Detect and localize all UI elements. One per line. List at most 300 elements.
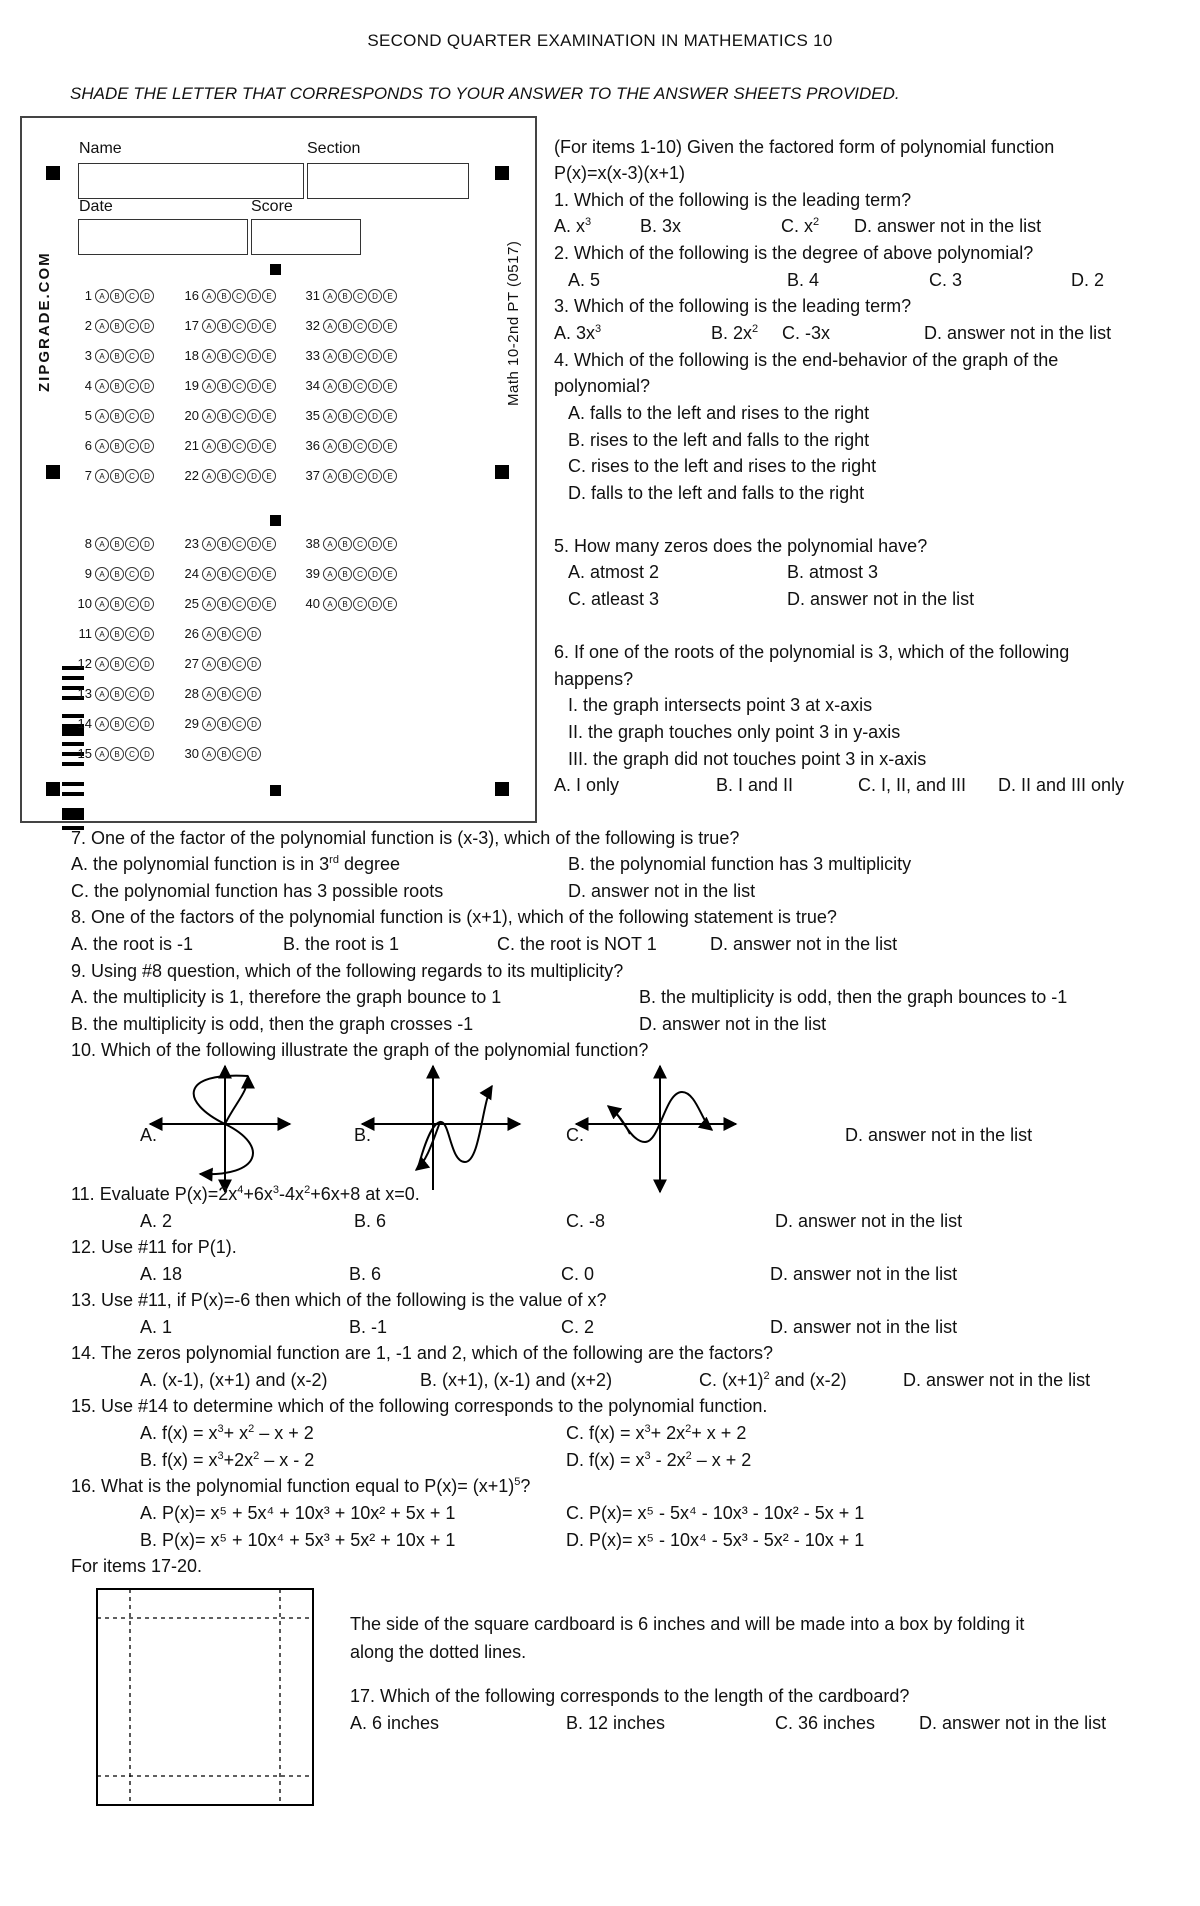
answer-bubble-5-a[interactable]: A [95, 409, 109, 423]
answer-bubble-11-b[interactable]: B [110, 627, 124, 641]
answer-bubble-18-d[interactable]: D [247, 349, 261, 363]
answer-bubble-16-d[interactable]: D [247, 289, 261, 303]
answer-bubble-38-c[interactable]: C [353, 537, 367, 551]
answer-bubble-19-a[interactable]: A [202, 379, 216, 393]
question-13: 13. Use #11, if P(x)=-6 then which of the following is the value of x? [71, 1290, 607, 1310]
answer-bubble-11-a[interactable]: A [95, 627, 109, 641]
q2-option-b[interactable]: B. 4 [787, 270, 820, 290]
answer-row-15 [72, 746, 155, 761]
answer-bubble-5-d[interactable]: D [140, 409, 154, 423]
answer-bubble-21-b[interactable]: B [217, 439, 231, 453]
answer-bubble-27-d[interactable]: D [247, 657, 261, 671]
answer-bubble-9-a[interactable]: A [95, 567, 109, 581]
item-number: 34 [305, 378, 320, 393]
answer-bubble-23-b[interactable]: B [217, 537, 231, 551]
item-number: 10 [77, 596, 92, 611]
answer-bubble-3-a[interactable]: A [95, 349, 109, 363]
answer-bubble-31-c[interactable]: C [353, 289, 367, 303]
answer-bubble-4-d[interactable]: D [140, 379, 154, 393]
answer-bubble-29-a[interactable]: A [202, 717, 216, 731]
q15-option-a[interactable]: A. $f(x) = x^3+ x^2 - x + 2$ [140, 1423, 314, 1443]
q7-option-c[interactable]: C. the polynomial function has 3 possible roots [71, 881, 444, 901]
answer-bubble-20-a[interactable]: A [202, 409, 216, 423]
answer-bubble-11-d[interactable]: D [140, 627, 154, 641]
answer-bubble-15-c[interactable]: C [125, 747, 139, 761]
answer-bubble-10-c[interactable]: C [125, 597, 139, 611]
answer-row-10 [72, 596, 155, 611]
question-16: 16. What is the polynomial function equal to $P(x)= (x+1)^5$? [71, 1476, 531, 1496]
q6-option-c[interactable]: C. I, II, and III [858, 775, 967, 795]
answer-bubble-30-d[interactable]: D [247, 747, 261, 761]
answer-bubble-22-c[interactable]: C [232, 469, 246, 483]
q10-option-b[interactable]: B. [354, 1125, 372, 1145]
answer-row-14 [72, 716, 155, 731]
q1-option-d[interactable]: D. answer not in the list [854, 216, 1042, 236]
answer-bubble-33-b[interactable]: B [338, 349, 352, 363]
answer-bubble-19-b[interactable]: B [217, 379, 231, 393]
answer-bubble-35-a[interactable]: A [323, 409, 337, 423]
answer-bubble-12-a[interactable]: A [95, 657, 109, 671]
answer-bubble-14-c[interactable]: C [125, 717, 139, 731]
answer-bubble-39-b[interactable]: B [338, 567, 352, 581]
answer-bubble-18-c[interactable]: C [232, 349, 246, 363]
q5-option-a[interactable]: A. atmost 2 [568, 562, 660, 582]
q9-option-b[interactable]: B. the multiplicity is odd, then the graph bounces to -1 [639, 987, 1068, 1007]
answer-bubble-28-b[interactable]: B [217, 687, 231, 701]
item-number: 28 [184, 686, 199, 701]
answer-bubble-8-d[interactable]: D [140, 537, 154, 551]
q1-option-a[interactable]: A. $x^3$ [554, 216, 592, 236]
q11-option-c[interactable]: C. -8 [566, 1211, 606, 1231]
answer-bubble-37-c[interactable]: C [353, 469, 367, 483]
answer-bubble-4-b[interactable]: B [110, 379, 124, 393]
item-number: 18 [184, 348, 199, 363]
q16-option-c[interactable]: C. P(x)= x⁵ - 5x⁴ - 10x³ - 10x² - 5x + 1 [566, 1503, 865, 1523]
question-10: 10. Which of the following illustrate the graph of the polynomial function? [71, 1040, 649, 1060]
date-field[interactable] [78, 219, 248, 255]
q9-option-c[interactable]: B. the multiplicity is odd, then the graph crosses -1 [71, 1014, 474, 1034]
answer-bubble-33-d[interactable]: D [368, 349, 382, 363]
answer-bubble-11-c[interactable]: C [125, 627, 139, 641]
answer-bubble-34-e[interactable]: E [383, 379, 397, 393]
answer-bubble-35-d[interactable]: D [368, 409, 382, 423]
answer-bubble-24-a[interactable]: A [202, 567, 216, 581]
answer-bubble-28-a[interactable]: A [202, 687, 216, 701]
answer-bubble-20-d[interactable]: D [247, 409, 261, 423]
q5-option-c[interactable]: C. atleast 3 [568, 589, 660, 609]
answer-bubble-9-b[interactable]: B [110, 567, 124, 581]
answer-bubble-38-a[interactable]: A [323, 537, 337, 551]
answer-bubble-25-e[interactable]: E [262, 597, 276, 611]
q7-option-a[interactable]: A. the polynomial function is in 3rd degree [71, 854, 400, 874]
answer-bubble-36-b[interactable]: B [338, 439, 352, 453]
answer-bubble-19-d[interactable]: D [247, 379, 261, 393]
answer-bubble-28-d[interactable]: D [247, 687, 261, 701]
answer-bubble-1-a[interactable]: A [95, 289, 109, 303]
q17-option-d[interactable]: D. answer not in the list [919, 1713, 1107, 1733]
answer-bubble-9-d[interactable]: D [140, 567, 154, 581]
answer-bubble-34-a[interactable]: A [323, 379, 337, 393]
q12-option-b[interactable]: B. 6 [349, 1264, 382, 1284]
q4-option-a[interactable]: A. falls to the left and rises to the right [568, 403, 870, 423]
item-number: 38 [305, 536, 320, 551]
answer-bubble-24-c[interactable]: C [232, 567, 246, 581]
name-label: Name [79, 140, 122, 157]
q7-option-b[interactable]: B. the polynomial function has 3 multiplicity [568, 854, 912, 874]
answer-bubble-22-d[interactable]: D [247, 469, 261, 483]
answer-bubble-33-e[interactable]: E [383, 349, 397, 363]
answer-bubble-22-b[interactable]: B [217, 469, 231, 483]
answer-bubble-12-d[interactable]: D [140, 657, 154, 671]
q10-option-d[interactable]: D. answer not in the list [845, 1125, 1033, 1145]
answer-bubble-30-a[interactable]: A [202, 747, 216, 761]
q2-option-d[interactable]: D. 2 [1071, 270, 1105, 290]
answer-bubble-33-a[interactable]: A [323, 349, 337, 363]
answer-bubble-19-e[interactable]: E [262, 379, 276, 393]
registration-mark [46, 465, 60, 479]
answer-row-2 [72, 318, 155, 333]
answer-bubble-26-c[interactable]: C [232, 627, 246, 641]
answer-bubble-21-d[interactable]: D [247, 439, 261, 453]
answer-bubble-32-b[interactable]: B [338, 319, 352, 333]
name-field[interactable] [78, 163, 304, 199]
section-field[interactable] [307, 163, 469, 199]
answer-bubble-18-b[interactable]: B [217, 349, 231, 363]
score-field[interactable] [251, 219, 361, 255]
answer-bubble-15-d[interactable]: D [140, 747, 154, 761]
answer-bubble-15-a[interactable]: A [95, 747, 109, 761]
answer-bubble-4-c[interactable]: C [125, 379, 139, 393]
timing-mark [270, 515, 281, 526]
answer-bubble-27-b[interactable]: B [217, 657, 231, 671]
answer-bubble-25-c[interactable]: C [232, 597, 246, 611]
q17-option-a[interactable]: A. 6 inches [350, 1713, 440, 1733]
answer-bubble-20-b[interactable]: B [217, 409, 231, 423]
answer-bubble-13-a[interactable]: A [95, 687, 109, 701]
answer-bubble-23-c[interactable]: C [232, 537, 246, 551]
answer-bubble-40-b[interactable]: B [338, 597, 352, 611]
answer-bubble-37-b[interactable]: B [338, 469, 352, 483]
answer-bubble-32-a[interactable]: A [323, 319, 337, 333]
answer-bubble-5-b[interactable]: B [110, 409, 124, 423]
answer-bubble-12-c[interactable]: C [125, 657, 139, 671]
answer-bubble-10-d[interactable]: D [140, 597, 154, 611]
answer-bubble-1-b[interactable]: B [110, 289, 124, 303]
q14-option-b[interactable]: B. (x+1), (x-1) and (x+2) [420, 1370, 613, 1390]
answer-bubble-4-a[interactable]: A [95, 379, 109, 393]
answer-bubble-39-a[interactable]: A [323, 567, 337, 581]
answer-bubble-24-d[interactable]: D [247, 567, 261, 581]
graph-b[interactable] [362, 1066, 520, 1190]
answer-bubble-20-c[interactable]: C [232, 409, 246, 423]
answer-bubble-30-b[interactable]: B [217, 747, 231, 761]
answer-bubble-39-e[interactable]: E [383, 567, 397, 581]
question-2: 2. Which of the following is the degree of above polynomial? [554, 243, 1034, 263]
answer-bubble-39-d[interactable]: D [368, 567, 382, 581]
answer-bubble-27-c[interactable]: C [232, 657, 246, 671]
item-number: 17 [184, 318, 199, 333]
q14-option-c[interactable]: C. $(x+1)^2$ and (x-2) [699, 1370, 847, 1390]
item-number: 7 [84, 468, 92, 483]
answer-bubble-22-a[interactable]: A [202, 469, 216, 483]
answer-bubble-32-c[interactable]: C [353, 319, 367, 333]
answer-bubble-13-d[interactable]: D [140, 687, 154, 701]
q15-option-c[interactable]: C. $f(x) = x^3+ 2x^2+ x + 2$ [566, 1423, 747, 1443]
answer-bubble-14-a[interactable]: A [95, 717, 109, 731]
answer-bubble-36-d[interactable]: D [368, 439, 382, 453]
q3-option-b[interactable]: B. $2x^2$ [711, 323, 759, 343]
q17-option-b[interactable]: B. 12 inches [566, 1713, 666, 1733]
answer-bubble-40-d[interactable]: D [368, 597, 382, 611]
answer-bubble-20-e[interactable]: E [262, 409, 276, 423]
q13-option-c[interactable]: C. 2 [561, 1317, 595, 1337]
graph-c[interactable] [576, 1066, 736, 1192]
answer-bubble-37-e[interactable]: E [383, 469, 397, 483]
answer-row-5 [72, 408, 155, 423]
answer-bubble-23-d[interactable]: D [247, 537, 261, 551]
answer-bubble-24-b[interactable]: B [217, 567, 231, 581]
q8-option-c[interactable]: C. the root is NOT 1 [497, 934, 657, 954]
answer-row-6 [72, 438, 155, 453]
q10-option-a[interactable]: A. [140, 1125, 158, 1145]
answer-bubble-7-d[interactable]: D [140, 469, 154, 483]
registration-mark [495, 782, 509, 796]
q9-option-d[interactable]: D. answer not in the list [639, 1014, 827, 1034]
answer-bubble-25-b[interactable]: B [217, 597, 231, 611]
q13-option-b[interactable]: B. -1 [349, 1317, 388, 1337]
answer-bubble-16-b[interactable]: B [217, 289, 231, 303]
timing-mark [270, 264, 281, 275]
q8-option-a[interactable]: A. the root is -1 [71, 934, 194, 954]
answer-bubble-3-c[interactable]: C [125, 349, 139, 363]
answer-bubble-35-b[interactable]: B [338, 409, 352, 423]
answer-bubble-21-e[interactable]: E [262, 439, 276, 453]
answer-bubble-34-d[interactable]: D [368, 379, 382, 393]
answer-bubble-18-e[interactable]: E [262, 349, 276, 363]
answer-bubble-17-e[interactable]: E [262, 319, 276, 333]
answer-bubble-6-c[interactable]: C [125, 439, 139, 453]
answer-bubble-10-a[interactable]: A [95, 597, 109, 611]
item-number: 39 [305, 566, 320, 581]
q14-option-a[interactable]: A. (x-1), (x+1) and (x-2) [140, 1370, 328, 1390]
answer-bubble-23-e[interactable]: E [262, 537, 276, 551]
q1-option-c[interactable]: C. $x^2$ [781, 216, 820, 236]
answer-bubble-7-b[interactable]: B [110, 469, 124, 483]
answer-bubble-16-c[interactable]: C [232, 289, 246, 303]
answer-bubble-31-a[interactable]: A [323, 289, 337, 303]
q3-option-c[interactable]: C. -3x [782, 323, 831, 343]
answer-bubble-14-d[interactable]: D [140, 717, 154, 731]
answer-row-22 [179, 468, 277, 483]
answer-bubble-7-c[interactable]: C [125, 469, 139, 483]
answer-bubble-6-a[interactable]: A [95, 439, 109, 453]
q9-option-a[interactable]: A. the multiplicity is 1, therefore the graph bounce to 1 [71, 987, 502, 1007]
answer-bubble-15-b[interactable]: B [110, 747, 124, 761]
answer-bubble-36-a[interactable]: A [323, 439, 337, 453]
answer-bubble-32-d[interactable]: D [368, 319, 382, 333]
items-17-20-label: For items 17-20. [71, 1556, 203, 1576]
answer-bubble-22-e[interactable]: E [262, 469, 276, 483]
answer-row-36 [300, 438, 398, 453]
answer-row-4 [72, 378, 155, 393]
answer-row-31 [300, 288, 398, 303]
answer-bubble-5-c[interactable]: C [125, 409, 139, 423]
answer-bubble-3-b[interactable]: B [110, 349, 124, 363]
answer-bubble-3-d[interactable]: D [140, 349, 154, 363]
answer-bubble-40-e[interactable]: E [383, 597, 397, 611]
answer-bubble-21-c[interactable]: C [232, 439, 246, 453]
answer-row-21 [179, 438, 277, 453]
q7-option-d[interactable]: D. answer not in the list [568, 881, 756, 901]
answer-bubble-17-c[interactable]: C [232, 319, 246, 333]
answer-bubble-2-b[interactable]: B [110, 319, 124, 333]
item-number: 27 [184, 656, 199, 671]
answer-bubble-26-b[interactable]: B [217, 627, 231, 641]
answer-bubble-2-c[interactable]: C [125, 319, 139, 333]
answer-bubble-16-e[interactable]: E [262, 289, 276, 303]
q6-option-d[interactable]: D. II and III only [998, 775, 1125, 795]
q3-option-d[interactable]: D. answer not in the list [924, 323, 1112, 343]
answer-bubble-31-e[interactable]: E [383, 289, 397, 303]
question-15: 15. Use #14 to determine which of the following corresponds to the polynomial function. [71, 1396, 768, 1416]
answer-bubble-18-a[interactable]: A [202, 349, 216, 363]
answer-bubble-40-c[interactable]: C [353, 597, 367, 611]
answer-bubble-26-a[interactable]: A [202, 627, 216, 641]
answer-bubble-32-e[interactable]: E [383, 319, 397, 333]
answer-bubble-21-a[interactable]: A [202, 439, 216, 453]
q3-option-a[interactable]: A. $3x^3$ [554, 323, 602, 343]
item-number: 31 [305, 288, 320, 303]
answer-bubble-17-a[interactable]: A [202, 319, 216, 333]
answer-bubble-6-b[interactable]: B [110, 439, 124, 453]
q6-option-b[interactable]: B. I and II [716, 775, 794, 795]
answer-bubble-31-d[interactable]: D [368, 289, 382, 303]
answer-bubble-29-b[interactable]: B [217, 717, 231, 731]
answer-bubble-17-d[interactable]: D [247, 319, 261, 333]
answer-bubble-29-d[interactable]: D [247, 717, 261, 731]
answer-row-3 [72, 348, 155, 363]
q8-option-b[interactable]: B. the root is 1 [283, 934, 400, 954]
answer-bubble-12-b[interactable]: B [110, 657, 124, 671]
q15-option-d[interactable]: D. $f(x) = x^3 - 2x^2 - x + 2$ [566, 1450, 752, 1470]
answer-bubble-25-d[interactable]: D [247, 597, 261, 611]
answer-bubble-30-c[interactable]: C [232, 747, 246, 761]
answer-bubble-27-a[interactable]: A [202, 657, 216, 671]
answer-bubble-40-a[interactable]: A [323, 597, 337, 611]
answer-bubble-13-c[interactable]: C [125, 687, 139, 701]
answer-bubble-9-c[interactable]: C [125, 567, 139, 581]
q8-option-d[interactable]: D. answer not in the list [710, 934, 898, 954]
question-6: 6. If one of the roots of the polynomial is 3, which of the following [554, 642, 1070, 662]
question-17: 17. Which of the following corresponds to the length of the cardboard? [350, 1686, 910, 1706]
answer-bubble-10-b[interactable]: B [110, 597, 124, 611]
answer-bubble-16-a[interactable]: A [202, 289, 216, 303]
answer-bubble-35-e[interactable]: E [383, 409, 397, 423]
answer-bubble-37-d[interactable]: D [368, 469, 382, 483]
q2-option-a[interactable]: A. 5 [568, 270, 601, 290]
answer-row-25 [179, 596, 277, 611]
answer-bubble-38-b[interactable]: B [338, 537, 352, 551]
answer-bubble-29-c[interactable]: C [232, 717, 246, 731]
answer-bubble-8-a[interactable]: A [95, 537, 109, 551]
answer-bubble-6-d[interactable]: D [140, 439, 154, 453]
q12-option-a[interactable]: A. 18 [140, 1264, 183, 1284]
item-number: 12 [77, 656, 92, 671]
answer-bubble-38-e[interactable]: E [383, 537, 397, 551]
answer-bubble-36-e[interactable]: E [383, 439, 397, 453]
q13-option-d[interactable]: D. answer not in the list [770, 1317, 958, 1337]
q16-option-a[interactable]: A. P(x)= x⁵ + 5x⁴ + 10x³ + 10x² + 5x + 1 [140, 1503, 456, 1523]
answer-bubble-23-a[interactable]: A [202, 537, 216, 551]
answer-bubble-37-a[interactable]: A [323, 469, 337, 483]
answer-bubble-34-b[interactable]: B [338, 379, 352, 393]
answer-bubble-33-c[interactable]: C [353, 349, 367, 363]
answer-bubble-31-b[interactable]: B [338, 289, 352, 303]
answer-bubble-28-c[interactable]: C [232, 687, 246, 701]
item-number: 30 [184, 746, 199, 761]
registration-mark [46, 782, 60, 796]
answer-bubble-8-c[interactable]: C [125, 537, 139, 551]
answer-bubble-38-d[interactable]: D [368, 537, 382, 551]
answer-bubble-1-c[interactable]: C [125, 289, 139, 303]
q14-option-d[interactable]: D. answer not in the list [903, 1370, 1091, 1390]
answer-bubble-19-c[interactable]: C [232, 379, 246, 393]
q1-option-b[interactable]: B. 3x [640, 216, 682, 236]
q4-option-b[interactable]: B. rises to the left and falls to the right [568, 430, 870, 450]
q12-option-c[interactable]: C. 0 [561, 1264, 595, 1284]
q2-option-c[interactable]: C. 3 [929, 270, 963, 290]
q12-option-d[interactable]: D. answer not in the list [770, 1264, 958, 1284]
answer-bubble-39-c[interactable]: C [353, 567, 367, 581]
answer-row-23 [179, 536, 277, 551]
answer-bubble-25-a[interactable]: A [202, 597, 216, 611]
q5-option-d[interactable]: D. answer not in the list [787, 589, 975, 609]
answer-bubble-14-b[interactable]: B [110, 717, 124, 731]
q4-option-c[interactable]: C. rises to the left and rises to the right [568, 456, 877, 476]
answer-bubble-13-b[interactable]: B [110, 687, 124, 701]
graph-a[interactable] [150, 1066, 290, 1192]
answer-bubble-1-d[interactable]: D [140, 289, 154, 303]
q5-option-b[interactable]: B. atmost 3 [787, 562, 879, 582]
q10-option-c[interactable]: C. [566, 1125, 584, 1145]
answer-bubble-2-d[interactable]: D [140, 319, 154, 333]
section-label: Section [307, 140, 361, 157]
question-6-cont: happens? [554, 669, 634, 689]
answer-row-13 [72, 686, 155, 701]
answer-bubble-7-a[interactable]: A [95, 469, 109, 483]
answer-bubble-2-a[interactable]: A [95, 319, 109, 333]
q11-option-b[interactable]: B. 6 [354, 1211, 387, 1231]
q16-option-d[interactable]: D. P(x)= x⁵ - 10x⁴ - 5x³ - 5x² - 10x + 1 [566, 1530, 865, 1550]
q13-option-a[interactable]: A. 1 [140, 1317, 173, 1337]
answer-row-35 [300, 408, 398, 423]
q15-option-b[interactable]: B. $f(x) = x^3+2x^2 - x - 2$ [140, 1450, 315, 1470]
answer-bubble-8-b[interactable]: B [110, 537, 124, 551]
q6-option-a[interactable]: A. I only [554, 775, 620, 795]
answer-bubble-17-b[interactable]: B [217, 319, 231, 333]
q11-option-a[interactable]: A. 2 [140, 1211, 173, 1231]
q11-option-d[interactable]: D. answer not in the list [775, 1211, 963, 1231]
question-9: 9. Using #8 question, which of the following regards to its multiplicity? [71, 961, 624, 981]
answer-bubble-24-e[interactable]: E [262, 567, 276, 581]
answer-bubble-36-c[interactable]: C [353, 439, 367, 453]
q16-option-b[interactable]: B. P(x)= x⁵ + 10x⁴ + 5x³ + 5x² + 10x + 1 [140, 1530, 456, 1550]
answer-bubble-34-c[interactable]: C [353, 379, 367, 393]
q17-option-c[interactable]: C. 36 inches [775, 1713, 876, 1733]
answer-bubble-35-c[interactable]: C [353, 409, 367, 423]
answer-bubble-26-d[interactable]: D [247, 627, 261, 641]
q4-option-d[interactable]: D. falls to the left and falls to the right [568, 483, 865, 503]
